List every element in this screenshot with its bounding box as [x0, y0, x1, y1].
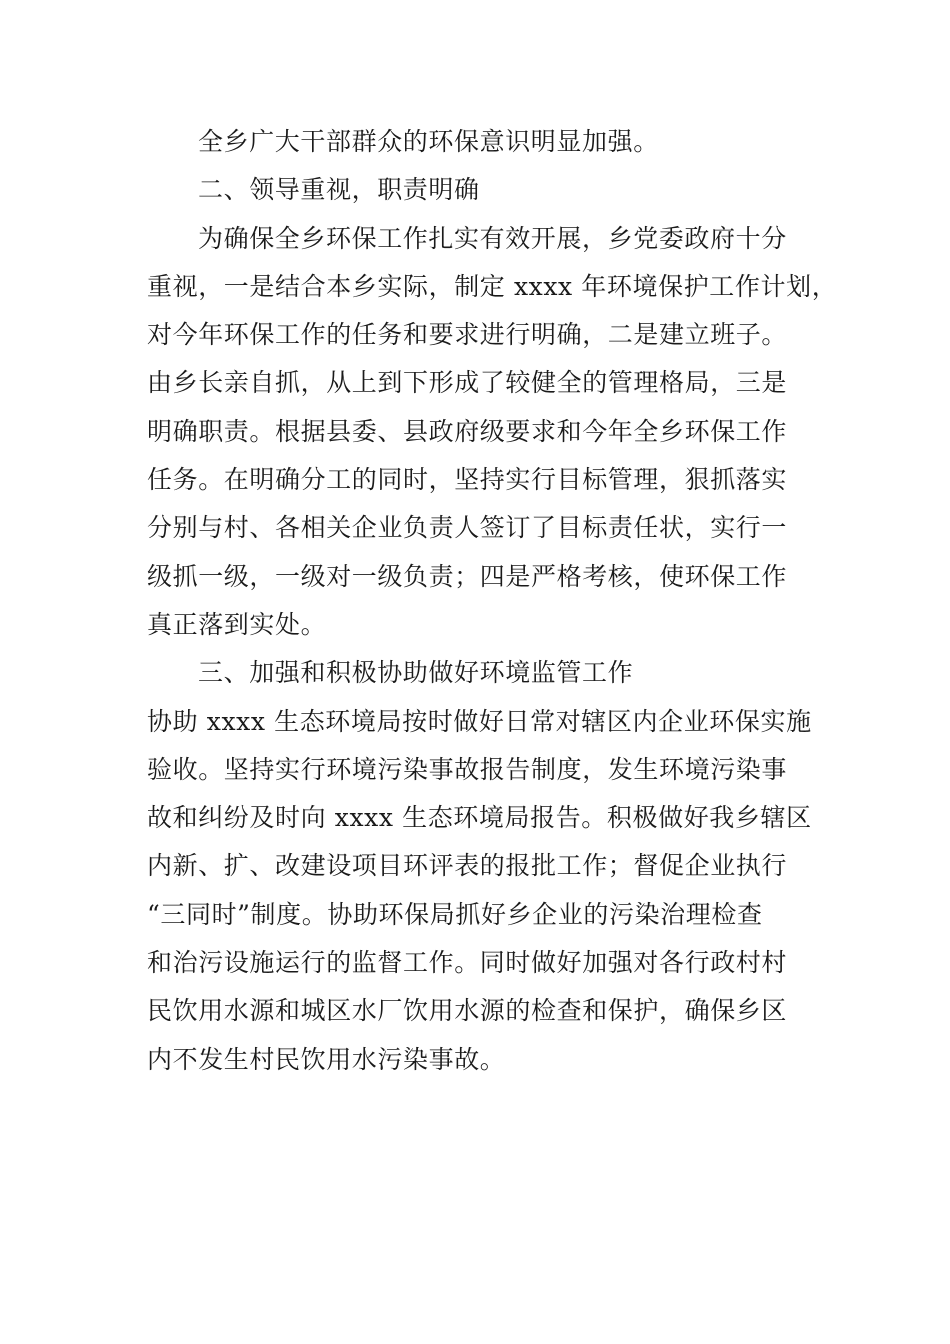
- paragraph-line: 协助 xxxx 生态环境局按时做好日常对辖区内企业环保实施: [147, 706, 812, 736]
- paragraph-line: 明确职责。根据县委、县政府级要求和今年全乡环保工作: [147, 416, 788, 446]
- paragraph-line: 和治污设施运行的监督工作。同时做好加强对各行政村村: [147, 948, 788, 978]
- paragraph-line: 重视，一是结合本乡实际，制定 xxxx 年环境保护工作计划，: [147, 271, 838, 301]
- paragraph-line: 级抓一级，一级对一级负责；四是严格考核，使环保工作: [147, 561, 788, 591]
- paragraph-line: 内不发生村民饮用水污染事故。: [147, 1044, 506, 1074]
- paragraph-line: 故和纠纷及时向 xxxx 生态环境局报告。积极做好我乡辖区: [147, 803, 812, 833]
- document-body: [147, 118, 838, 1084]
- paragraph-line: “三同时”制度。协助环保局抓好乡企业的污染治理检查: [147, 899, 763, 929]
- paragraph-line: 为确保全乡环保工作扎实有效开展，乡党委政府十分: [198, 223, 787, 253]
- paragraph-line: 真正落到实处。: [147, 609, 327, 639]
- paragraph-line: 全乡广大干部群众的环保意识明显加强。: [198, 127, 659, 156]
- section-heading-2: 二、领导重视，职责明确: [198, 175, 480, 205]
- paragraph-line: 内新、扩、改建设项目环评表的报批工作；督促企业执行: [147, 851, 788, 881]
- paragraph-line: 任务。在明确分工的同时，坚持实行目标管理，狠抓落实: [147, 465, 788, 495]
- paragraph-line: 验收。坚持实行环境污染事故报告制度，发生环境污染事: [147, 754, 788, 784]
- section-heading-3: 三、加强和积极协助做好环境监管工作: [198, 658, 634, 688]
- paragraph-line: 对今年环保工作的任务和要求进行明确，二是建立班子。: [147, 320, 788, 350]
- paragraph-line: 由乡长亲自抓，从上到下形成了较健全的管理格局，三是: [147, 368, 788, 398]
- paragraph-line: 民饮用水源和城区水厂饮用水源的检查和保护，确保乡区: [147, 996, 788, 1026]
- paragraph-line: 分别与村、各相关企业负责人签订了目标责任状，实行一: [147, 513, 788, 543]
